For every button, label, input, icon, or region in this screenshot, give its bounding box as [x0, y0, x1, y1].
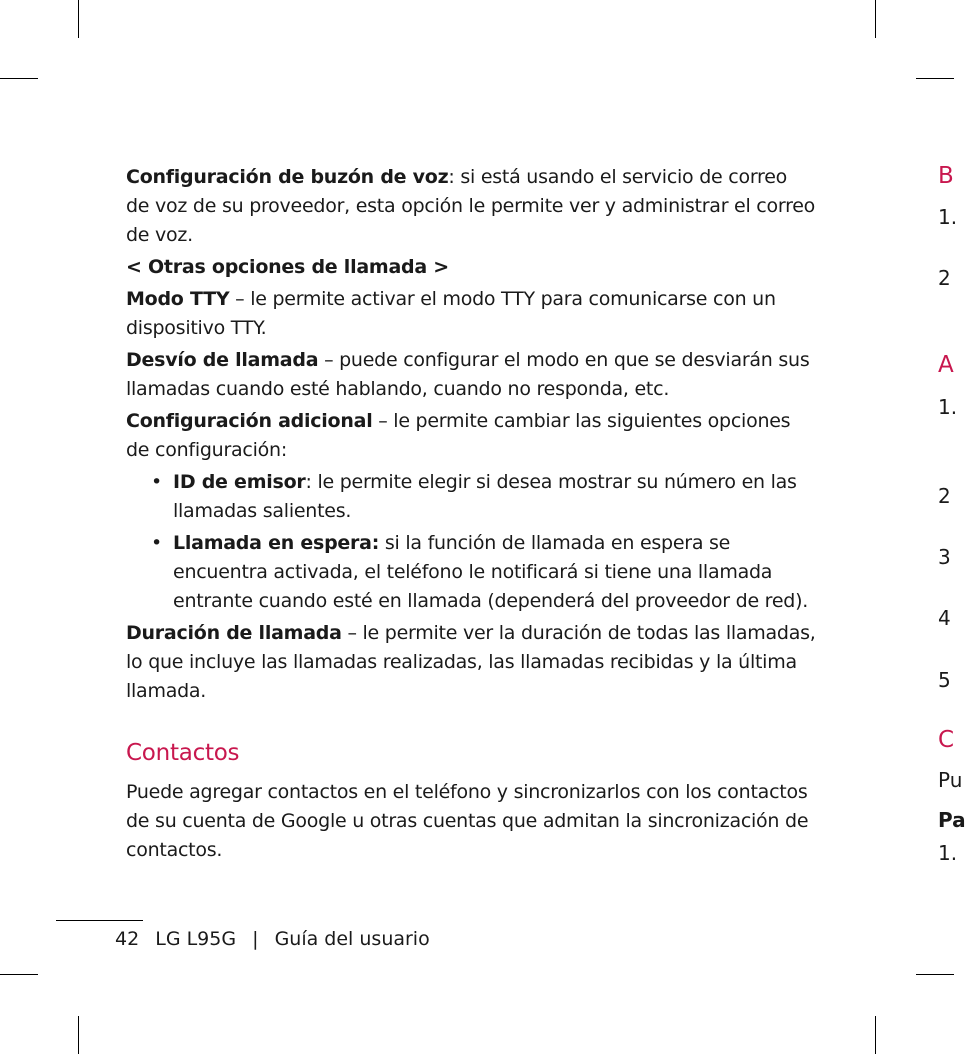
tty-paragraph	[126, 285, 816, 343]
facing-page-fragment: C	[938, 727, 955, 753]
facing-page-fragment: Pa	[938, 808, 966, 832]
facing-page-fragment: Pu	[938, 768, 963, 792]
forwarding-text: – puede configurar el modo en que se desviarán sus llamadas cuando esté hablando, cuando no responda, etc.	[126, 349, 810, 400]
contacts-paragraph: Puede agregar contactos en el teléfono y sincronizarlos con los contactos de su cuenta de Google u otras cuentas que admitan la sincronización de contactos.	[126, 781, 809, 861]
crop-mark	[78, 0, 79, 38]
crop-mark	[916, 78, 954, 79]
crop-mark	[916, 974, 954, 975]
bullet-icon: •	[151, 532, 162, 554]
guide-title: Guía del usuario	[274, 928, 430, 950]
facing-page-fragment: B	[938, 163, 954, 189]
contacts-heading: Contactos	[126, 740, 240, 766]
bullet-item-caller-id	[126, 468, 816, 526]
voicemail-paragraph	[126, 163, 816, 250]
additional-settings-paragraph	[126, 407, 816, 465]
crop-mark	[875, 1016, 876, 1054]
call-waiting-title: Llamada en espera:	[173, 532, 380, 554]
crop-mark	[875, 0, 876, 38]
tty-title: Modo TTY	[126, 288, 230, 310]
forwarding-paragraph	[126, 346, 816, 404]
facing-page-fragment: 3	[938, 545, 951, 569]
caller-id-title: ID de emisor	[173, 471, 306, 493]
call-waiting-text: si la función de llamada en espera se encuentra activada, el teléfono le notificará si tiene una llamada entrante cuando esté en llamada (dependerá del proveedor de red).	[173, 532, 809, 612]
section-header	[126, 253, 816, 282]
facing-page-fragment: 2	[938, 266, 951, 290]
crop-mark	[0, 78, 38, 79]
tty-text: – le permite activar el modo TTY para comunicarse con un dispositivo TTY.	[126, 288, 776, 339]
facing-page-fragment: 1.	[938, 841, 958, 865]
forwarding-title: Desvío de llamada	[126, 349, 319, 371]
section-header-label: < Otras opciones de llamada >	[126, 256, 449, 278]
crop-mark	[78, 1016, 79, 1054]
facing-page-fragment: 5	[938, 668, 951, 692]
footer	[115, 928, 440, 950]
voicemail-text: : si está usando el servicio de correo de voz de su proveedor, esta opción le permite ver y administrar el correo de voz.	[126, 166, 816, 246]
main-content	[126, 163, 816, 868]
footer-rule	[56, 920, 143, 921]
footer-separator: |	[252, 928, 259, 950]
facing-page-fragment: A	[938, 352, 954, 378]
call-duration-text: – le permite ver la duración de todas las llamadas, lo que incluye las llamadas realizadas, las llamadas recibidas y la última llamada.	[126, 622, 816, 702]
bullet-icon: •	[151, 471, 162, 493]
crop-mark	[0, 974, 38, 975]
voicemail-title: Configuración de buzón de voz	[126, 166, 449, 188]
bullet-item-call-waiting	[126, 529, 816, 616]
product-name: LG L95G	[155, 928, 237, 950]
additional-settings-title: Configuración adicional	[126, 410, 373, 432]
facing-page-fragment: 2	[938, 484, 951, 508]
facing-page-fragment: 1.	[938, 395, 958, 419]
caller-id-text: : le permite elegir si desea mostrar su número en las llamadas salientes.	[173, 471, 797, 522]
page-number: 42	[115, 928, 140, 950]
additional-settings-text: – le permite cambiar las siguientes opciones de configuración:	[126, 410, 791, 461]
call-duration-title: Duración de llamada	[126, 622, 342, 644]
facing-page-fragment: 4	[938, 606, 951, 630]
call-duration-paragraph	[126, 619, 816, 706]
facing-page-fragment: 1.	[938, 205, 958, 229]
